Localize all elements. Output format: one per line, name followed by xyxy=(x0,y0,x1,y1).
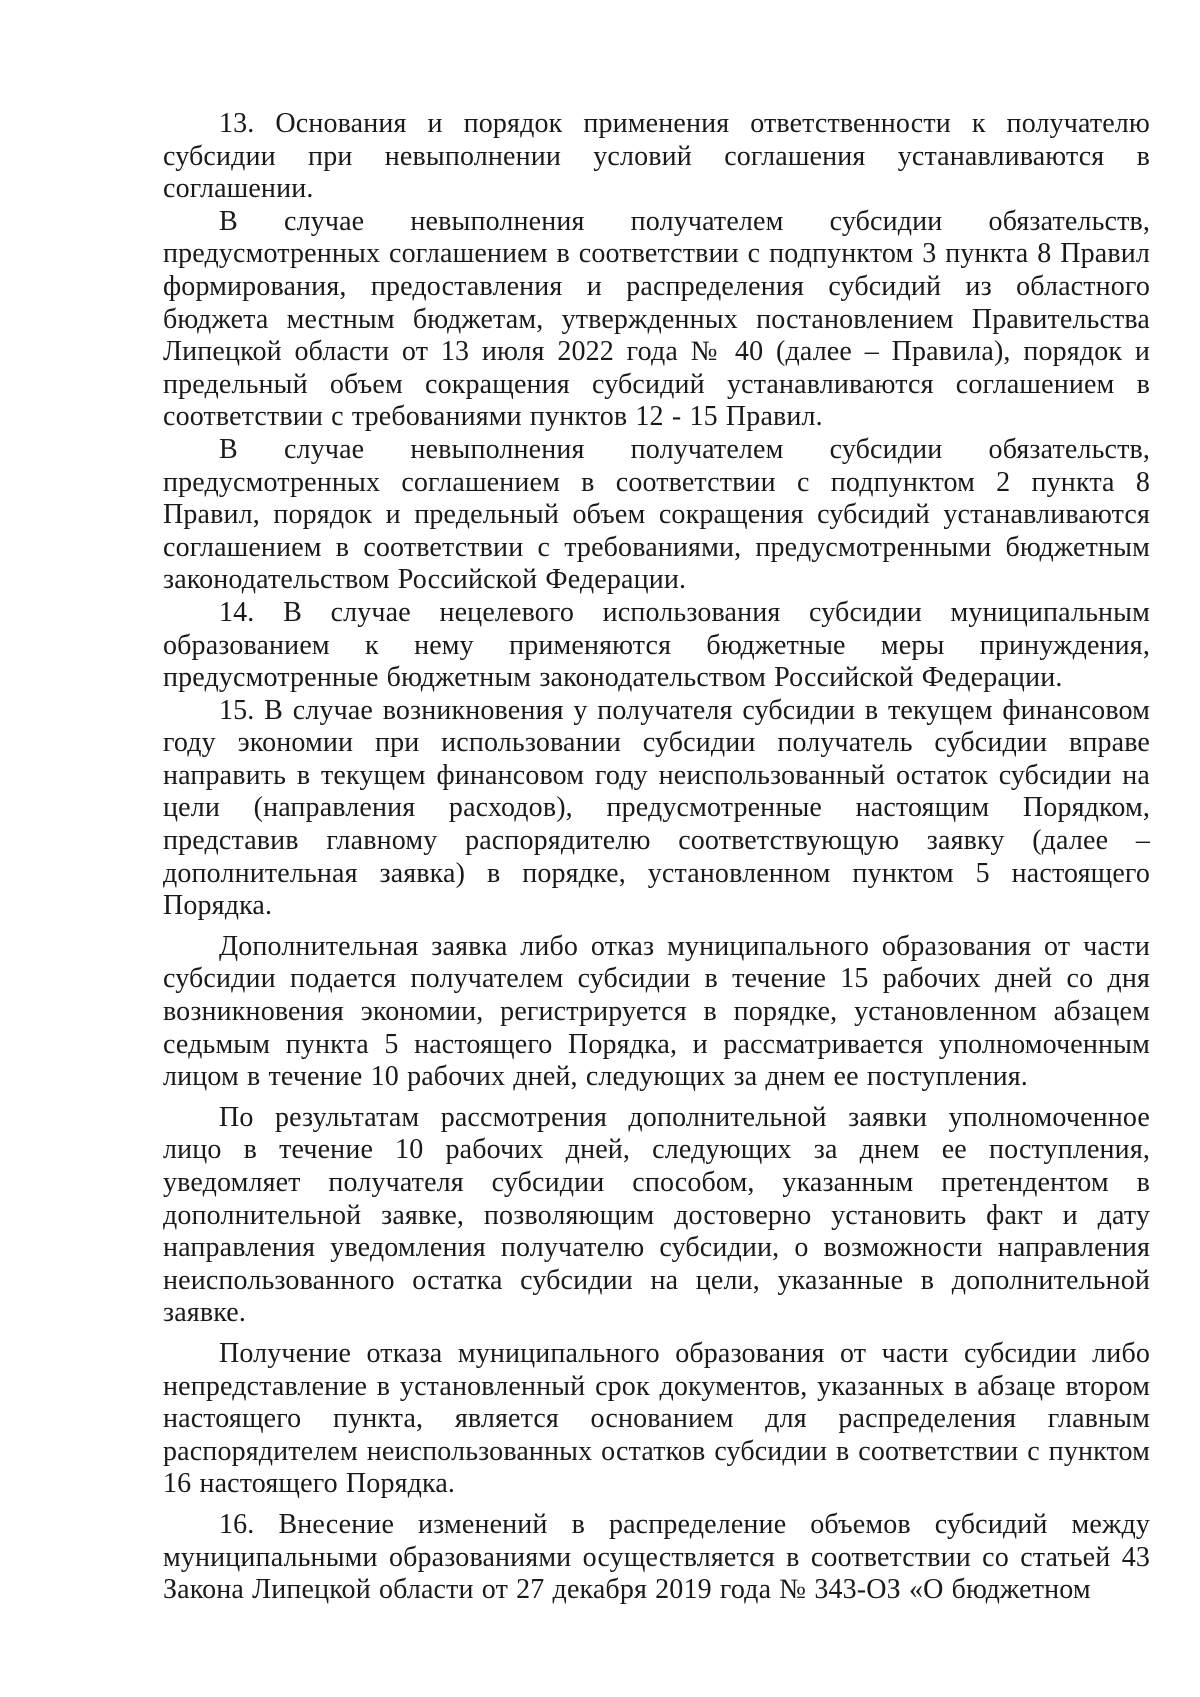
paragraph-13-case-1: В случае невыполнения получателем субсидии обязательств, предусмотренных соглашением в соответствии с подпунктом 3 пункта 8 Правил формирования, предоставления и распределения субсидий из областного бюджета местным бюджетам, утвержденных постановлением Правительства Липецкой области от 13 июля 2022 года № 40 (далее – Правила), порядок и предельный объем сокращения субсидий устанавливаются соглашением в соответствии с требованиями пунктов 12 - 15 Правил. xyxy=(163,205,1150,433)
paragraph-15: 15. В случае возникновения у получателя субсидии в текущем финансовом году экономии при использовании субсидии получатель субсидии вправе направить в текущем финансовом году неиспользованный остаток субсидии на цели (направления расходов), предусмотренные настоящим Порядком, представив главному распорядителю соответствующую заявку (далее – дополнительная заявка) в порядке, установленном пунктом 5 настоящего Порядка. xyxy=(163,694,1150,922)
paragraph-15-refusal: Получение отказа муниципального образования от части субсидии либо непредставление в установленный срок документов, указанных в абзаце втором настоящего пункта, является основанием для распределения главным распорядителем неиспользованных остатков субсидии в соответствии с пунктом 16 настоящего Порядка. xyxy=(163,1337,1150,1500)
paragraph-15-review-results: По результатам рассмотрения дополнительной заявки уполномоченное лицо в течение 10 рабочих дней, следующих за днем ее поступления, уведомляет получателя субсидии способом, указанным претендентом в дополнительной заявке, позволяющим достоверно установить факт и дату направления уведомления получателю субсидии, о возможности направления неиспользованного остатка субсидии на цели, указанные в дополнительной заявке. xyxy=(163,1101,1150,1329)
paragraph-13: 13. Основания и порядок применения ответственности к получателю субсидии при невыполнении условий соглашения устанавливаются в соглашении. xyxy=(163,108,1150,205)
paragraph-15-additional-request: Дополнительная заявка либо отказ муниципального образования от части субсидии подается получателем субсидии в течение 15 рабочих дней со дня возникновения экономии, регистрируется в порядке, установленном абзацем седьмым пункта 5 настоящего Порядка, и рассматривается уполномоченным лицом в течение 10 рабочих дней, следующих за днем ее поступления. xyxy=(163,930,1150,1093)
paragraph-14: 14. В случае нецелевого использования субсидии муниципальным образованием к нему применяются бюджетные меры принуждения, предусмотренные бюджетным законодательством Российской Федерации. xyxy=(163,596,1150,694)
paragraph-13-case-2: В случае невыполнения получателем субсидии обязательств, предусмотренных соглашением в соответствии с подпунктом 2 пункта 8 Правил, порядок и предельный объем сокращения субсидий устанавливаются соглашением в соответствии с требованиями, предусмотренными бюджетным законодательством Российской Федерации. xyxy=(163,433,1150,596)
paragraph-16: 16. Внесение изменений в распределение объемов субсидий между муниципальными образованиями осуществляется в соответствии со статьей 43 Закона Липецкой области от 27 декабря 2019 года № 343-ОЗ «О бюджетном xyxy=(163,1508,1150,1606)
document-body xyxy=(163,108,1150,1607)
